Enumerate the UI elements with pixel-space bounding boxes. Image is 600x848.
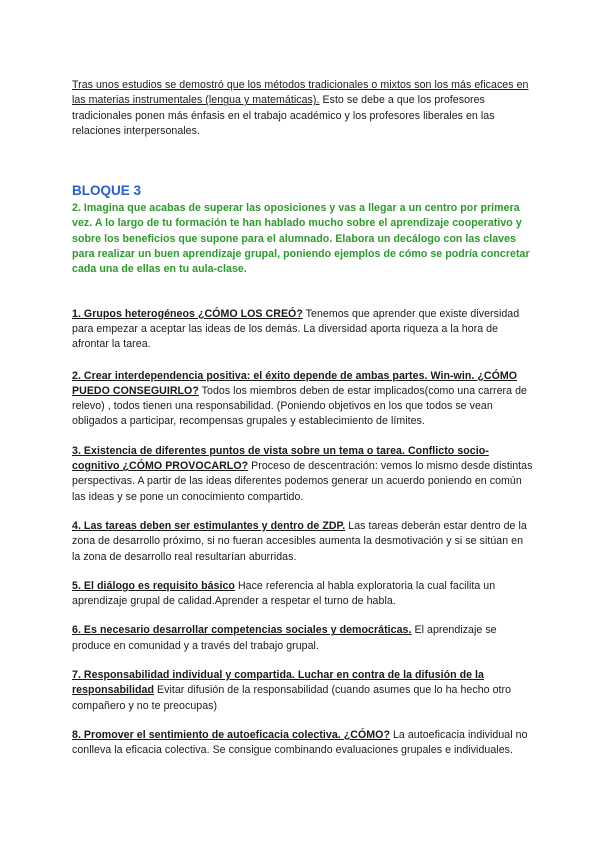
list-item: [72, 444, 534, 505]
intro-text: Esto se debe a que los profesores tradicionales ponen más énfasis en el trabajo académico y los profesores liberales en las relaciones interpersonales.: [72, 94, 495, 137]
intro-underlined-text: Tras unos estudios se demostró que los métodos tradicionales o mixtos son los más eficaces en las materias instrumentales (lengua y matemáticas).: [72, 79, 529, 107]
item-heading: 1. Grupos heterogéneos ¿CÓMO LOS CREÓ?: [72, 307, 303, 320]
item-heading: 3. Existencia de diferentes puntos de vista sobre un tema o tarea. Conflicto socio-cognitivo ¿CÓMO PROVOCARLO?: [72, 444, 489, 473]
document-page: [72, 78, 534, 773]
item-text: Evitar difusión de la responsabilidad (cuando asumes que lo ha hecho otro compañero y no te preocupas): [72, 684, 512, 712]
intro-paragraph: [72, 78, 534, 139]
item-text: Proceso de descentración: vemos lo mismo desde distintas perspectivas. A partir de las ideas diferentes podemos generar un acuerdo poniendo en común las ideas y se pone un conocimiento compartido.: [72, 460, 533, 503]
item-heading: 2. Crear interdependencia positiva: el éxito depende de ambas partes. Win-win. ¿CÓMO PUEDO CONSEGUIRLO?: [72, 369, 518, 397]
item-heading: 8. Promover el sentimiento de autoeficacia colectiva. ¿CÓMO?: [72, 728, 390, 741]
item-text: Las tareas deberán estar dentro de la zona de desarrollo próximo, si no fueran accesibles aumenta la desmotivación y si se sitúan en la zona de desarrollo real resultarían aburridas.: [72, 519, 527, 563]
list-item: [72, 519, 534, 565]
list-item: [72, 307, 534, 353]
question-text: 2. Imagina que acabas de superar las oposiciones y vas a llegar a un centro por primera vez. A lo largo de tu formación te han hablado mucho sobre el aprendizaje cooperativo y sobre los beneficios que supone para el alumnado. Elabora un decálogo con las claves para realizar un buen aprendizaje grupal, poniendo ejemplos de cómo se podría concretar cada una de ellas en tu aula-clase.: [72, 202, 530, 276]
list-item: [72, 579, 534, 610]
item-heading: 4. Las tareas deben ser estimulantes y dentro de ZDP.: [72, 519, 346, 532]
item-heading: 5. El diálogo es requisito básico: [72, 579, 235, 592]
item-heading: 6. Es necesario desarrollar competencias sociales y democráticas.: [72, 624, 412, 637]
list-item: [72, 668, 534, 714]
item-text: Todos los miembros deben de estar implicados(como una carrera de relevo) , todos tienen una responsabilidad. (Poniendo objetivos en los que todos se vean obligados a participar, recompensas grupales y establecimiento de límites.: [72, 384, 527, 428]
item-heading: 7. Responsabilidad individual y compartida. Luchar en contra de la difusión de la responsabilidad: [72, 669, 484, 697]
item-text: La autoeficacia individual no conlleva la eficacia colectiva. Se consigue combinando evaluaciones grupales e individuales.: [72, 728, 528, 757]
item-text: El aprendizaje se produce en comunidad y a través del trabajo grupal.: [72, 624, 497, 652]
list-item: [72, 623, 534, 654]
item-text: Hace referencia al habla exploratoria la cual facilita un aprendizaje grupal de calidad.Aprender a respetar el turno de habla.: [72, 579, 496, 608]
list-item: [72, 728, 534, 759]
item-text: Tenemos que aprender que existe diversidad para empezar a aceptar las ideas de los demás. La diversidad aporta riqueza a la hora de afrontar la tarea.: [72, 307, 520, 351]
list-item: [72, 369, 534, 430]
section-title: BLOQUE 3: [72, 183, 142, 199]
